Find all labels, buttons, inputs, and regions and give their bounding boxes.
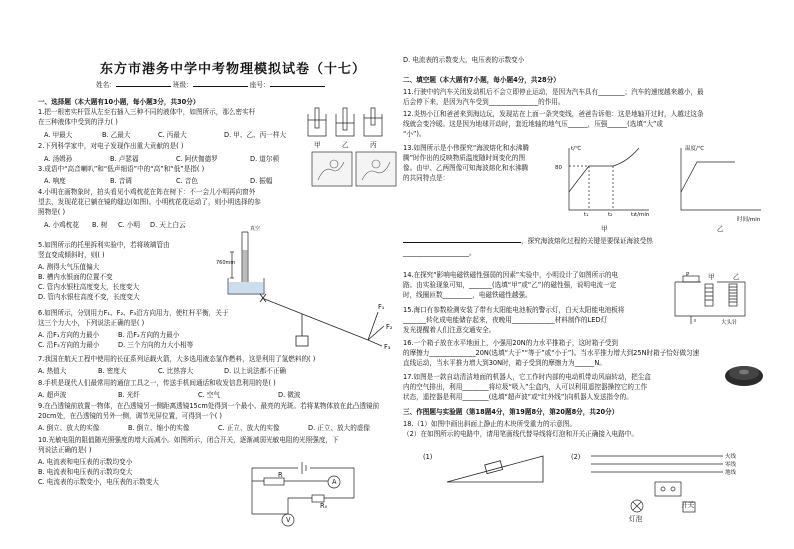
q11-line2: 后会停下来，是因为汽车受到_______________的作用。	[403, 98, 565, 106]
q13-answer-line: ，探究海波熔化过程的关键是要保证海波受热	[403, 236, 653, 246]
q12-line1: 12.炎热小江和爸爸来到海边玩，发现站在上面一条突变线，爸爸告诉他：这是地轴开过时，人越过这条	[403, 110, 704, 118]
class-field[interactable]	[193, 86, 248, 87]
q9-option-d: D. 正立、放大的虚像	[308, 424, 371, 432]
q10-stem-line1: 10.光敏电阻的阻值随光照强度的增大而减小。如图所示，闭合开关，逐渐减弱光敏电阻的光照强度，下	[38, 436, 339, 444]
page-title: 东方市港务中学中考物理模拟试卷（十七）	[100, 62, 367, 77]
q9-stem-line1: 9.在凸透镜前放置一物体，在凸透镜另一侧距离透镜15cm处得到一个最小、最亮的光斑。若将某物体放在此凸透镜前	[38, 402, 380, 410]
q13-graph-jia-ylabel: t/℃	[571, 146, 582, 152]
q9-option-a: A. 倒立、放大的实像	[38, 424, 100, 432]
q2-option-b: B. 卢瑟福	[110, 155, 139, 163]
q5-vacuum-label: 真空	[250, 226, 261, 232]
q14-label-jia: 甲	[708, 273, 715, 281]
q13-graph-jia-t1: t₁	[584, 212, 589, 218]
q13-tail: ____________________。	[403, 249, 476, 257]
q4-option-c: C. 小明	[118, 221, 140, 229]
q17-line2: 内的空气排出，利用________将垃圾“吸入”尘盒内，人可以利用遥控器操控它的工作	[403, 383, 648, 391]
q18-neutral-wire-label: 零线	[725, 462, 737, 468]
q10-option-c: C. 电流表的示数变小，电压表的示数变大	[38, 478, 159, 486]
q13-graph-yi-ylabel: 温度/℃	[685, 146, 705, 152]
q13-answer-blank[interactable]	[403, 242, 521, 243]
q3-option-c: C. 音色	[176, 177, 198, 185]
q1-option-a: A. 甲最大	[44, 131, 73, 139]
q15-line2: _______转化成电能储存起来，夜晚用_____________材料制作的LED灯	[403, 316, 608, 324]
seat-label: 座号：	[249, 81, 270, 89]
q6-stem-line1: 6.如图所示，分别用力F₁、F₂、F₃沿方向用力，使杠杆平衡，关于	[38, 309, 229, 317]
q8-option-a: A. 超声波	[38, 391, 67, 399]
q1-fig-label-jia: 甲	[314, 141, 321, 149]
q6-option-b: B. 沿F₂方向的力最小	[118, 331, 180, 339]
q18-line1: 18.（1）如图中画出斜面上静止的木块所受重力的示意图。	[403, 420, 576, 428]
q12-line2: 线就会变冷暖。这是因为地球开动时，套近地轴的地气压______，压强______(选填“大”或	[403, 120, 663, 128]
q13-graph-jia-tick: 80	[555, 165, 562, 171]
section-2-heading: 二、填空题（本大题有7小题，每小题4分，共28分）	[403, 76, 560, 84]
q8-option-d: D. 微波	[278, 391, 301, 399]
name-field[interactable]	[116, 86, 171, 87]
q6-option-d: D. 三个方向的力大小相等	[118, 341, 194, 349]
q13-graph-yi-caption: 乙	[717, 225, 724, 233]
class-label: 班级：	[172, 81, 193, 89]
q3-option-d: D. 振幅	[250, 177, 273, 185]
q1-fig-label-yi: 乙	[342, 141, 349, 149]
q11-line1: 11.行驶中的汽车关闭发动机后不会立即停止运动，是因为汽车具有________；汽车的速度越来越小，最	[403, 88, 704, 96]
q18-live-wire-label: 火线	[725, 454, 737, 460]
q6-stem-line2: 这三个力大小，下列说法正确的是( )	[38, 319, 145, 327]
q5-option-a: A. 测得大气压值偏大	[38, 263, 100, 271]
q5-option-b: B. 槽内水银面的位置不变	[38, 273, 113, 281]
q13-line1: 13.如图所示是小伟探究“海波熔化和水沸腾	[403, 144, 529, 152]
q18-switch-label: 开关	[681, 501, 695, 509]
q6-force-f3: F₃	[384, 343, 391, 351]
q18-lamp-label: 灯泡	[629, 515, 643, 523]
q1-option-b: B. 乙最大	[102, 131, 131, 139]
q10-label-voltmeter: V	[286, 516, 291, 524]
q14-label-yi: 乙	[733, 273, 740, 281]
q1-option-c: C. 丙最大	[158, 131, 187, 139]
q16-line1: 16.一个箱子放在水平地面上，小强用20N的力水平推箱子，这时箱子受到	[403, 339, 619, 347]
q10-option-d: D. 电流表的示数变大，电压表的示数变小	[403, 56, 525, 64]
q1-fig-label-bing: 丙	[370, 141, 377, 149]
q13-graph-jia-caption: 甲	[601, 225, 608, 233]
q10-option-a: A. 电流表和电压表的示数均变小	[38, 458, 133, 466]
q14-line1: 14.在探究“影响电磁铁磁性强弱的因素”实验中，小明设计了如图所示的电	[403, 271, 619, 279]
q2-option-a: A. 汤姆孙	[44, 155, 73, 163]
q13-line4: 的共同特点是：	[403, 174, 450, 182]
q4-stem-line2: 望去，发现花花已躺在镜的缝边(如图)。小明枕花花运动了，则小明选择的参	[38, 198, 261, 206]
q13-graph-jia-xlabel: t/min	[635, 212, 650, 218]
q7-option-a: A. 热值大	[38, 367, 67, 375]
q13-line2: 腾”时作出的反映物质温度随时间变化的图	[403, 154, 526, 162]
q16-line3: 直线运动，当水平推力增大到30N时，箱子受到的摩擦力为______N。	[403, 359, 606, 367]
q5-stem-line1: 5.如图所示的托里拆利实验中，若将玻璃管由	[38, 241, 170, 249]
q6-option-a: A. 沿F₁方向的力最小	[38, 331, 100, 339]
q5-option-d: D. 管内水银柱高度不变，长度变大	[38, 293, 140, 301]
q9-option-c: C. 正立、放大的实像	[218, 424, 280, 432]
q1-stem-line2: 在三种液体中受到的浮力( )	[38, 118, 118, 126]
q6-option-c: C. 沿F₃方向的力最小	[38, 341, 100, 349]
q7-option-b: B. 密度大	[98, 367, 127, 375]
q13-graph-jia-t3: t₃	[631, 212, 636, 218]
q14-electromagnet-figure	[671, 272, 761, 334]
q12-line3: “小”)。	[403, 130, 426, 138]
q14-line2: 路。由实验现象可知，_______(选填“甲”或“乙”)的磁性强，说明电流一定	[403, 281, 617, 289]
q9-stem-line2: 20cm处，在凸透镜的另外一侧，调节光屏位置，可得到一个( )	[38, 412, 222, 420]
q10-label-r: R	[278, 471, 283, 479]
q4-option-d: D. 天上白云	[150, 221, 186, 229]
q7-stem: 7.我国在航天工程中使用的长征系列运载火箭，大多选用液态氢作燃料，这是利用了氢燃料的( )	[38, 355, 316, 363]
q13-graph-yi	[675, 146, 765, 222]
q13-graph-jia-t2: t₂	[608, 212, 613, 218]
q10-stem-line2: 列说法正确的是( )	[38, 446, 92, 454]
q2-option-d: D. 道尔顿	[250, 155, 280, 163]
q13-graph-yi-xlabel: 时间/min	[737, 217, 761, 223]
name-label: 姓名：	[96, 81, 116, 89]
seat-field[interactable]	[270, 86, 325, 87]
q3-option-a: A. 响度	[44, 177, 66, 185]
student-info	[96, 80, 325, 90]
q15-line3: 发光提醒着人们注意交通安全。	[403, 326, 496, 334]
q10-label-r0: R₀	[320, 502, 328, 510]
q2-stem: 2.下列科学家中，对电子发现作出重大贡献的是( )	[38, 142, 184, 150]
q18-line2: （2）在如图所示的电路中，请用笔画线代替导线将灯泡和开关正确接入电路中。	[403, 430, 638, 438]
q14-label-pins: 大头针	[721, 320, 738, 326]
q1-option-d: D. 甲、乙、丙一样大	[224, 131, 287, 139]
q15-line1: 15.海口有参数检测安装了带有太阳能电池板的警示灯，白天太阳能电池板将	[403, 306, 625, 314]
q10-circuit-figure	[248, 458, 358, 530]
q17-line3: 状态，遥控器是利用________(选填“超声波”或“红外线”)向机器人发送指令的。	[403, 393, 633, 401]
q17-line1: 17.如图是一款自动清洁地面的机器人，它工作时内部的电动机带动风扇转动，把尘盒	[403, 373, 651, 381]
q14-line3: 时，线圈匝数_________，电磁铁磁性越强。	[403, 291, 532, 299]
section-1-heading: 一、选择题（本大题有10小题，每小题3分，共30分）	[38, 98, 200, 106]
q13-line3: 像。由甲、乙两图像可知海波熔化和水沸腾	[403, 164, 529, 172]
q3-stem: 3.成语中“高音喇叭”和“低声细语”中的“高”和“低”是指( )	[38, 165, 205, 173]
q1-stem-line1: 1.把一根密实杆管从左至右插入三种不同的液体中，如图所示，那么密实杆	[38, 108, 256, 116]
q7-option-d: D. 以上说法都不正确	[224, 367, 287, 375]
q4-stem-line1: 4.小明在画物象时，拍头看见小鸡枕花在阵在树下：不一会儿小明再向窗外	[38, 188, 256, 196]
q14-label-p: P	[686, 272, 690, 278]
q4-option-a: A. 小鸡枕花	[44, 221, 79, 229]
q7-option-c: C. 比热容大	[158, 367, 194, 375]
q8-option-b: B. 光纤	[118, 391, 140, 399]
q8-option-c: C. 空气	[198, 391, 220, 399]
q10-option-b: B. 电流表和电压表的示数均变大	[38, 468, 133, 476]
section-3-heading: 三、作图题与实验题（第18题4分，第19题8分，第20题8分，共20分）	[403, 408, 619, 416]
q18-incline-figure[interactable]	[443, 450, 547, 490]
q2-option-c: C. 阿伏伽德罗	[176, 155, 218, 163]
q6-force-f1: F₁	[378, 303, 385, 311]
q16-line2: 的摩擦力______________20N(选填“大于”“等于”或“小于”)。当水平推力增大到25N时箱子恰好做匀速	[403, 349, 700, 357]
q4-stem-line3: 照物是( )	[38, 208, 66, 216]
q5-option-c: C. 管内水银柱高度变大，长度变大	[38, 283, 140, 291]
q9-option-b: B. 倒立、缩小的实像	[128, 424, 190, 432]
q3-option-b: B. 音调	[110, 177, 132, 185]
q18-part1-number: (1)	[423, 453, 433, 461]
q8-stem: 8.手机是现代人们最常用的通信工具之一，传送手机间通话和收发信息利用的是( )	[38, 379, 276, 387]
q6-force-f2: F₂	[386, 323, 393, 331]
q18-earth-wire-label: 地线	[725, 470, 737, 476]
q4-option-b: B. 树	[92, 221, 108, 229]
q4-window-figure	[312, 152, 398, 192]
q5-height-label: 760mm	[216, 260, 236, 266]
q18-part2-number: (2)	[571, 453, 581, 461]
q5-stem-line2: 竖直变成倾斜时，则( )	[38, 251, 105, 259]
q17-robot-vacuum-image	[723, 360, 765, 390]
q10-label-ammeter: A	[332, 478, 337, 486]
